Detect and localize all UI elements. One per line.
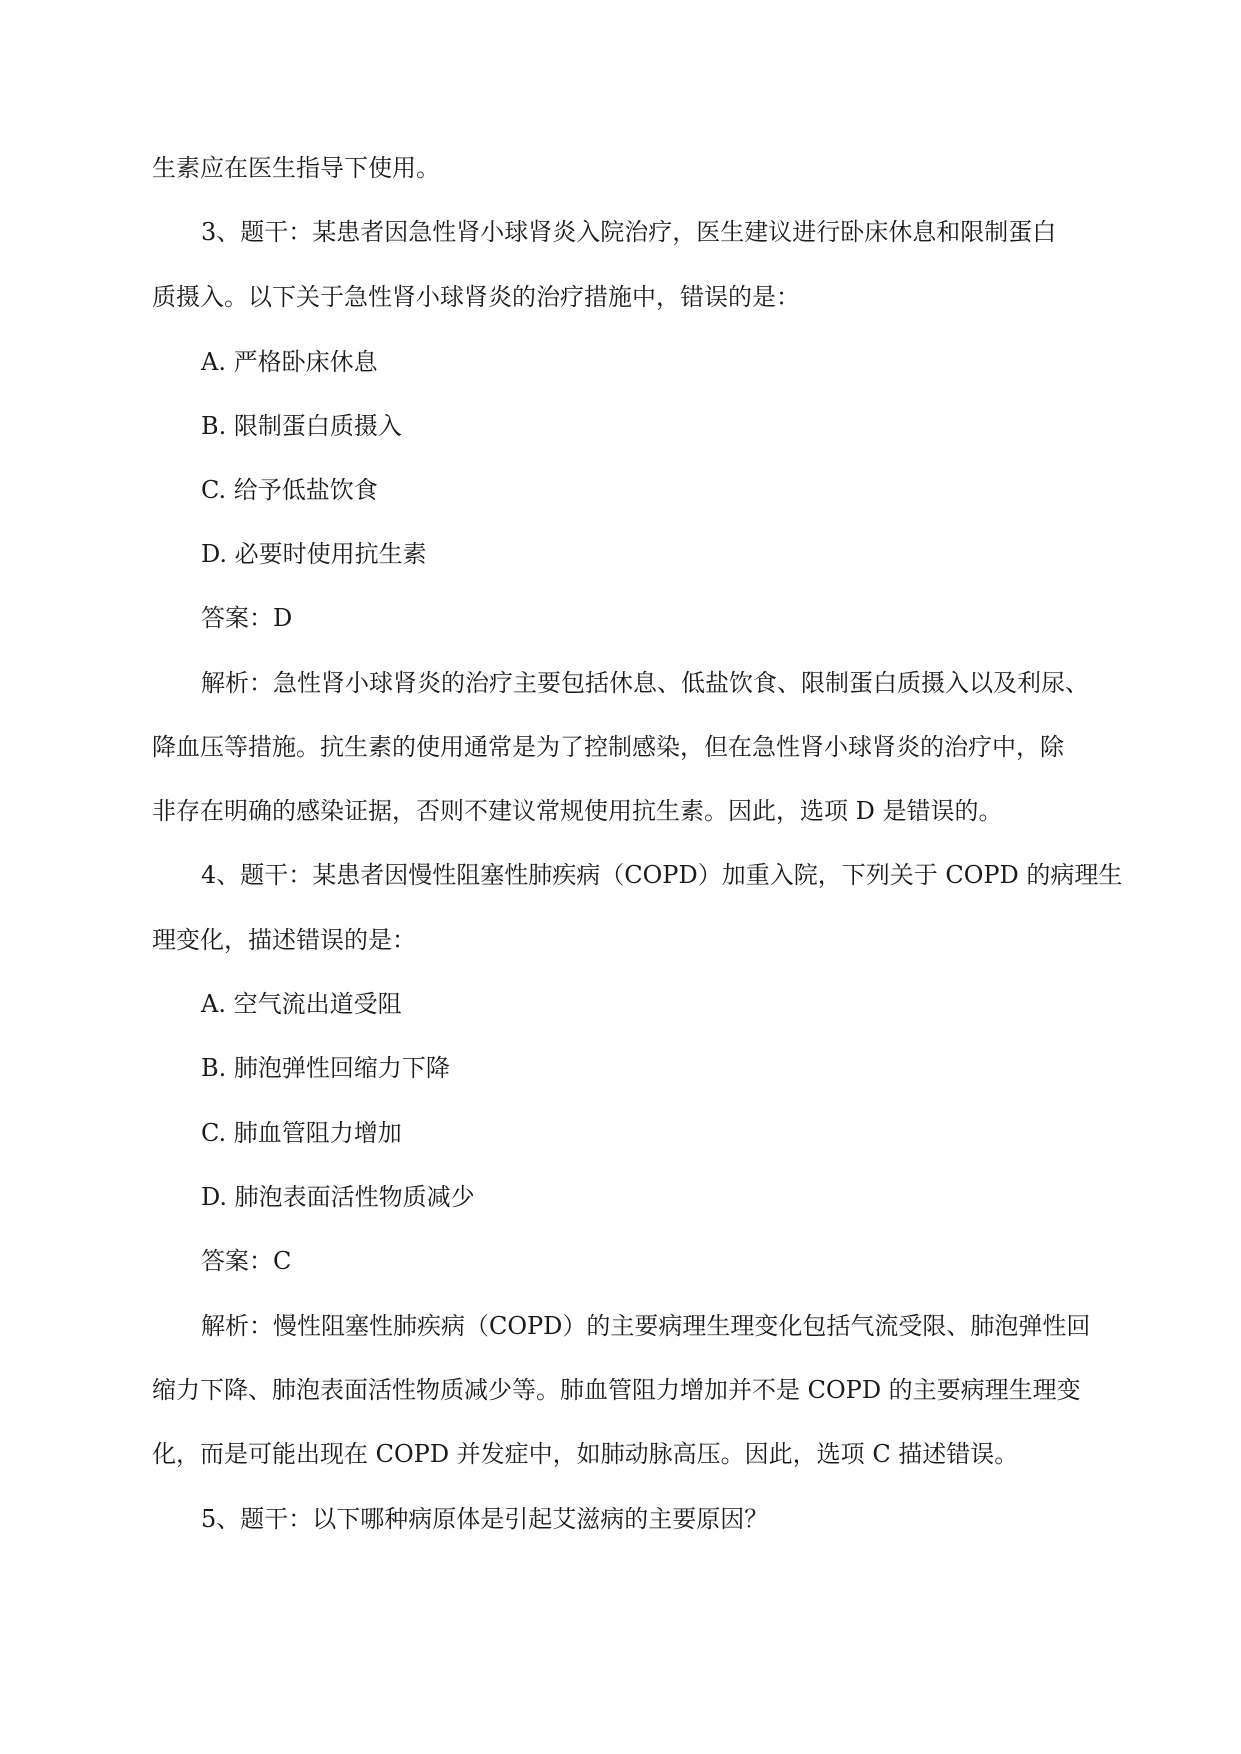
- question-stem: 3、题干：某患者因急性肾小球肾炎入院治疗，医生建议进行卧床休息和限制蛋白: [201, 218, 1057, 246]
- answer-option: A. 严格卧床休息: [201, 348, 378, 376]
- text-line: 生素应在医生指导下使用。: [152, 154, 440, 182]
- text-line: 理变化，描述错误的是：: [152, 926, 416, 954]
- explanation-line: 非存在明确的感染证据，否则不建议常规使用抗生素。因此，选项 D 是错误的。: [152, 797, 1003, 825]
- answer-option: A. 空气流出道受阻: [201, 990, 402, 1018]
- answer-option: C. 肺血管阻力增加: [201, 1119, 402, 1147]
- answer-key: 答案：C: [201, 1247, 292, 1275]
- question-stem: 4、题干：某患者因慢性阻塞性肺疾病（COPD）加重入院，下列关于 COPD 的病理生: [201, 861, 1123, 889]
- explanation-line: 化，而是可能出现在 COPD 并发症中，如肺动脉高压。因此，选项 C 描述错误。: [152, 1440, 1019, 1468]
- text-line: 质摄入。以下关于急性肾小球肾炎的治疗措施中，错误的是：: [152, 283, 800, 311]
- answer-key: 答案：D: [201, 604, 293, 632]
- explanation-line: 解析：急性肾小球肾炎的治疗主要包括休息、低盐饮食、限制蛋白质摄入以及利尿、: [201, 669, 1089, 697]
- answer-option: B. 限制蛋白质摄入: [201, 412, 402, 440]
- explanation-line: 降血压等措施。抗生素的使用通常是为了控制感染，但在急性肾小球肾炎的治疗中，除: [152, 733, 1064, 761]
- answer-option: B. 肺泡弹性回缩力下降: [201, 1054, 450, 1082]
- explanation-line: 解析：慢性阻塞性肺疾病（COPD）的主要病理生理变化包括气流受限、肺泡弹性回: [201, 1312, 1091, 1340]
- answer-option: D. 必要时使用抗生素: [201, 540, 427, 568]
- explanation-line: 缩力下降、肺泡表面活性物质减少等。肺血管阻力增加并不是 COPD 的主要病理生理变: [152, 1376, 1081, 1404]
- answer-option: C. 给予低盐饮食: [201, 476, 378, 504]
- answer-option: D. 肺泡表面活性物质减少: [201, 1183, 475, 1211]
- question-stem: 5、题干：以下哪种病原体是引起艾滋病的主要原因？: [201, 1505, 769, 1533]
